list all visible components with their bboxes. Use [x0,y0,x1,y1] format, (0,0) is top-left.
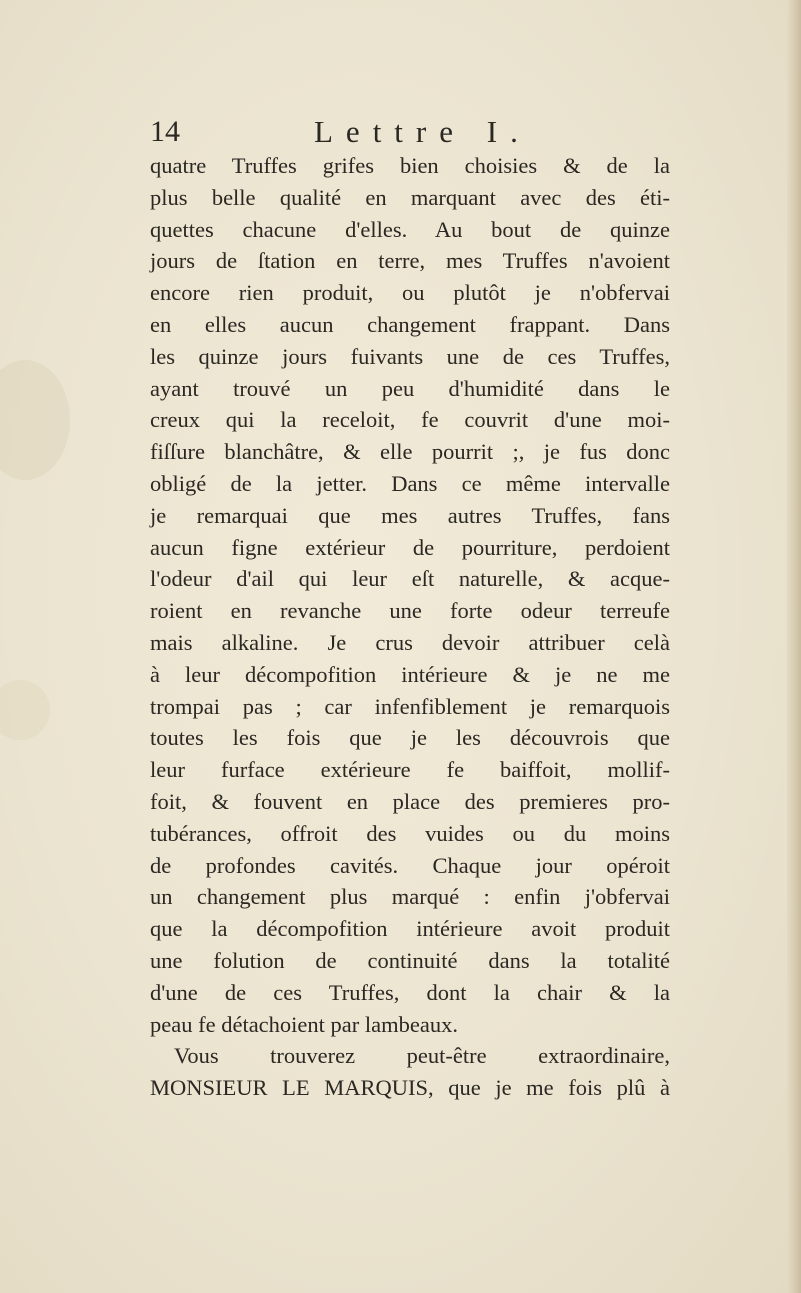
text-line: l'odeur d'ail qui leur eſt naturelle, & acque- [150,566,670,592]
text-line: obligé de la jetter. Dans ce même intervalle [150,470,670,496]
text-line: encore rien produit, ou plutôt je n'obfervai [150,280,670,306]
text-line: une folution de continuité dans la totalité [150,947,670,973]
text-line: en elles aucun changement frappant. Dans [150,311,670,337]
text-line: jours de ſtation en terre, mes Truffes n'avoient [150,248,670,274]
text-line: à leur décompofition intérieure & je ne me [150,661,670,687]
paper-stain [0,360,70,480]
running-header [150,112,670,152]
text-line: foit, & fouvent en place des premieres pro- [150,788,670,814]
text-line: plus belle qualité en marquant avec des éti- [150,184,670,210]
text-line: ayant trouvé un peu d'humidité dans le [150,375,670,401]
text-line: peau fe détachoient par lambeaux. [150,1011,458,1037]
text-line: MONSIEUR LE MARQUIS, que je me fois plû à [150,1075,670,1101]
text-line: aucun figne extérieur de pourriture, perdoient [150,534,670,560]
paper-stain [0,680,50,740]
text-line: leur furface extérieure fe baiffoit, mollif- [150,757,670,783]
text-line: quatre Truffes grifes bien choisies & de la [150,153,670,178]
running-title: Lettre I. [314,114,531,149]
text-line: quettes chacune d'elles. Au bout de quinze [150,216,670,242]
text-line: trompai pas ; car infenfiblement je remarquois [150,693,670,719]
page-number: 14 [150,115,180,148]
text-line: de profondes cavités. Chaque jour opéroit [150,852,670,878]
text-line: Vous trouverez peut-être extraordinaire, [174,1043,670,1069]
text-line: mais alkaline. Je crus devoir attribuer celà [150,629,670,655]
text-line: je remarquai que mes autres Truffes, fans [150,502,670,528]
text-line: d'une de ces Truffes, dont la chair & la [150,979,670,1005]
text-line: un changement plus marqué : enfin j'obfervai [150,884,670,910]
text-line: les quinze jours fuivants une de ces Truffes, [150,343,670,369]
text-line: roient en revanche une forte odeur terreufe [150,598,670,624]
text-line: fiſſure blanchâtre, & elle pourrit ;, je fus donc [150,439,670,465]
text-line: creux qui la receloit, fe couvrit d'une moi- [150,407,670,433]
page-edge [787,0,801,1293]
text-line: tubérances, offroit des vuides ou du moins [150,820,670,846]
body-text [150,150,670,1104]
text-line: que la décompofition intérieure avoit produit [150,916,670,942]
text-line: toutes les fois que je les découvrois que [150,725,670,751]
